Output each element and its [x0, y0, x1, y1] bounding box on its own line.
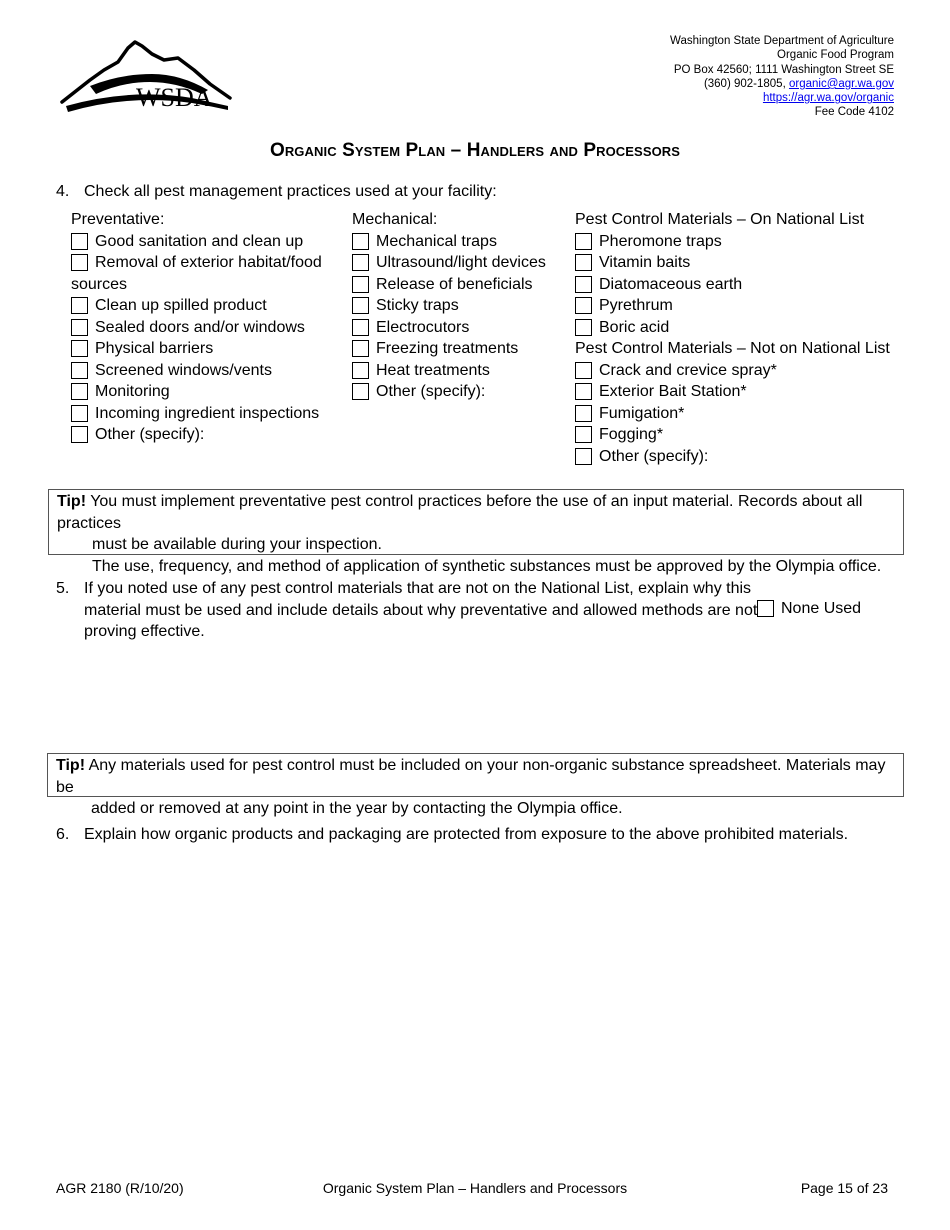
checkbox-row-bait-station[interactable]: Exterior Bait Station*	[575, 381, 905, 403]
question-number: 5.	[56, 580, 70, 597]
checkbox[interactable]	[575, 254, 592, 271]
checkbox-row-none-used[interactable]: None Used	[757, 598, 861, 620]
checkbox[interactable]	[575, 319, 592, 336]
checkbox-row-physical-barriers[interactable]: Physical barriers	[71, 338, 341, 360]
checkbox[interactable]	[352, 254, 369, 271]
checkbox-row-boric-acid[interactable]: Boric acid	[575, 317, 905, 339]
materials-column	[575, 209, 905, 467]
checkbox[interactable]	[71, 319, 88, 336]
checkbox[interactable]	[575, 405, 592, 422]
checkbox[interactable]	[575, 426, 592, 443]
tip-label: Tip!	[56, 757, 86, 774]
page-title: Organic System Plan – Handlers and Processors	[269, 140, 681, 161]
checkbox-row-sticky-traps[interactable]: Sticky traps	[352, 295, 567, 317]
checkbox-row-vitamin-baits[interactable]: Vitamin baits	[575, 252, 905, 274]
checkbox-row-beneficials[interactable]: Release of beneficials	[352, 274, 567, 296]
checkbox[interactable]	[575, 448, 592, 465]
on-national-list-heading: Pest Control Materials – On National List	[575, 211, 865, 228]
checkbox[interactable]	[575, 362, 592, 379]
question-4	[0, 183, 950, 205]
contact-line	[670, 77, 894, 91]
footer-form-id: AGR 2180 (R/10/20)	[56, 1180, 184, 1196]
checkbox[interactable]	[352, 340, 369, 357]
checkbox-row-incoming-inspections[interactable]: Incoming ingredient inspections	[71, 403, 341, 425]
checkbox-row-mechanical-traps[interactable]: Mechanical traps	[352, 231, 567, 253]
mechanical-heading: Mechanical:	[352, 211, 438, 228]
checkbox[interactable]	[575, 276, 592, 293]
footer-title: Organic System Plan – Handlers and Processors	[322, 1180, 628, 1196]
checkbox-row-removal-habitat[interactable]: Removal of exterior habitat/food sources	[71, 254, 322, 293]
checkbox[interactable]	[71, 254, 88, 271]
checkbox-row-freezing[interactable]: Freezing treatments	[352, 338, 567, 360]
checkbox[interactable]	[575, 297, 592, 314]
mechanical-column	[352, 209, 567, 403]
checkbox-row-fogging[interactable]: Fogging*	[575, 424, 905, 446]
checkbox-row-diatomaceous[interactable]: Diatomaceous earth	[575, 274, 905, 296]
checkbox-row-clean-spilled[interactable]: Clean up spilled product	[71, 295, 341, 317]
checkbox-row-crack-crevice[interactable]: Crack and crevice spray*	[575, 360, 905, 382]
footer-page-number: Page 15 of 23	[800, 1180, 888, 1196]
checkbox-row-sealed-doors[interactable]: Sealed doors and/or windows	[71, 317, 341, 339]
agency-name: Washington State Department of Agriculture	[670, 35, 894, 47]
checkbox-row-screened-windows[interactable]: Screened windows/vents	[71, 360, 341, 382]
wsda-logo	[60, 40, 232, 114]
checkbox[interactable]	[71, 340, 88, 357]
logo-text: WSDA	[136, 83, 213, 112]
checkbox[interactable]	[71, 426, 88, 443]
tip-box-preventative: Tip! You must implement preventative pest control practices before the use of an input material. Records about all practices must be available during your inspection. The use, frequency, and method of application of synthetic substances must be approved by the Olympia office.	[48, 489, 904, 555]
checkbox-row-good-sanitation[interactable]: Good sanitation and clean up	[71, 231, 341, 253]
checkbox[interactable]	[575, 383, 592, 400]
checkbox[interactable]	[352, 297, 369, 314]
question-6	[0, 826, 950, 848]
question-number: 6.	[56, 826, 70, 843]
checkbox[interactable]	[352, 362, 369, 379]
checkbox-row-ultrasound[interactable]: Ultrasound/light devices	[352, 252, 567, 274]
checkbox-row-mechanical-other[interactable]: Other (specify):	[352, 381, 567, 403]
checkbox-row-fumigation[interactable]: Fumigation*	[575, 403, 905, 425]
checkbox-row-pyrethrum[interactable]: Pyrethrum	[575, 295, 905, 317]
tip-label: Tip!	[57, 493, 87, 510]
checkbox-row-monitoring[interactable]: Monitoring	[71, 381, 341, 403]
not-on-national-list-heading: Pest Control Materials – Not on National List	[575, 340, 890, 357]
checkbox[interactable]	[71, 362, 88, 379]
question-text: Check all pest management practices used at your facility:	[84, 183, 497, 200]
mailing-address: PO Box 42560; 1111 Washington Street SE	[673, 63, 894, 76]
website-link[interactable]: https://agr.wa.gov/organic	[762, 92, 894, 105]
checkbox[interactable]	[71, 383, 88, 400]
checkbox[interactable]	[71, 233, 88, 250]
question-text: If you noted use of any pest control materials that are not on the National List, explain why this material must be used and include details about why preventative and allowed methods are not proving effective.	[84, 580, 758, 640]
checkbox[interactable]	[352, 233, 369, 250]
question-number: 4.	[56, 183, 70, 200]
phone-number: (360) 902-1805,	[703, 77, 786, 90]
checkbox[interactable]	[71, 405, 88, 422]
email-link[interactable]: organic@agr.wa.gov	[788, 77, 894, 90]
checkbox-row-preventative-other[interactable]: Other (specify):	[71, 424, 341, 446]
preventative-heading: Preventative:	[71, 211, 165, 228]
preventative-column	[71, 209, 341, 446]
checkbox[interactable]	[352, 383, 369, 400]
checkbox[interactable]	[352, 276, 369, 293]
tip-box-materials: Tip! Any materials used for pest control must be included on your non-organic substance spreadsheet. Materials may be added or removed at any point in the year by contacting the Olympia office.	[47, 753, 904, 797]
checkbox[interactable]	[757, 600, 774, 617]
checkbox[interactable]	[575, 233, 592, 250]
checkbox-row-heat[interactable]: Heat treatments	[352, 360, 567, 382]
checkbox-row-pheromone[interactable]: Pheromone traps	[575, 231, 905, 253]
checkbox-row-materials-other[interactable]: Other (specify):	[575, 446, 905, 468]
checkbox[interactable]	[71, 297, 88, 314]
question-text: Explain how organic products and packaging are protected from exposure to the above prohibited materials.	[84, 826, 849, 843]
program-name: Organic Food Program	[777, 49, 894, 62]
agency-address-block	[670, 34, 894, 120]
checkbox-row-electrocutors[interactable]: Electrocutors	[352, 317, 567, 339]
checkbox[interactable]	[352, 319, 369, 336]
fee-code: Fee Code 4102	[814, 106, 894, 119]
